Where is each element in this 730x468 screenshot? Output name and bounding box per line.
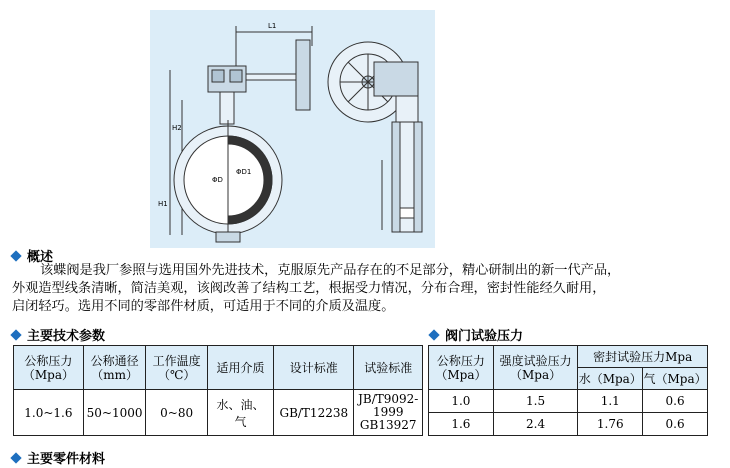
table-cell: 1.0~1.6 <box>14 390 84 436</box>
table-cell: 0~80 <box>146 390 207 436</box>
pressure-test-table <box>428 345 708 436</box>
table-header: 试验标准 <box>354 346 423 390</box>
valve-drawing <box>150 10 435 248</box>
overview-title: 概述 <box>27 250 54 265</box>
parts-heading <box>10 448 105 467</box>
pressure-test-heading <box>428 325 523 344</box>
table-header: 密封试验压力Mpa <box>578 346 708 368</box>
table-header: 公称压力 （Mpa） <box>429 346 494 390</box>
parts-title: 主要零件材料 <box>27 452 106 467</box>
pressure-test-title: 阀门试验压力 <box>445 329 524 344</box>
label-h2: H2 <box>172 124 182 132</box>
table-row <box>429 413 708 436</box>
table-cell: 1.6 <box>429 413 494 436</box>
table-cell: 水、油、 气 <box>207 390 273 436</box>
overview-line: 启闭轻巧。选用不同的零部件材质，可适用于不同的介质及温度。 <box>12 299 395 314</box>
diamond-bullet-icon <box>10 329 21 340</box>
valve-drawing-svg <box>150 10 435 248</box>
diamond-bullet-icon <box>10 452 21 463</box>
overview-text <box>12 262 720 316</box>
table-header: 工作温度 （℃） <box>146 346 207 390</box>
table-header: 强度试验压力 （Mpa） <box>493 346 578 390</box>
table-cell: 1.76 <box>578 413 643 436</box>
table-cell: 0.6 <box>643 413 708 436</box>
overview-line: 外观造型线条清晰，简洁美观，该阀改善了结构工艺，根据受力情况，分布合理，密封性能经久耐用， <box>12 281 606 296</box>
label-d2: ΦD1 <box>236 168 252 176</box>
tech-params-table <box>13 345 423 436</box>
table-header: 水（Mpa） <box>578 368 643 390</box>
label-h1: H1 <box>158 200 168 208</box>
table-cell: 50~1000 <box>83 390 146 436</box>
table-cell: 1.0 <box>429 390 494 413</box>
table-cell: GB/T12238 <box>274 390 354 436</box>
table-header: 适用介质 <box>207 346 273 390</box>
table-row <box>429 390 708 413</box>
diamond-bullet-icon <box>10 250 21 261</box>
table-cell: 1.1 <box>578 390 643 413</box>
label-d1: ΦD <box>212 176 223 184</box>
table-cell: 2.4 <box>493 413 578 436</box>
table-header: 公称通径 （mm） <box>83 346 146 390</box>
table-cell: 1.5 <box>493 390 578 413</box>
table-header: 公称压力 （Mpa） <box>14 346 84 390</box>
label-l1: L1 <box>268 22 277 30</box>
table-header: 气（Mpa） <box>643 368 708 390</box>
overview-line: 该蝶阀是我厂参照与选用国外先进技术，克服原先产品存在的不足部分，精心研制出的新一代产品， <box>40 263 621 278</box>
tech-params-heading <box>10 325 105 344</box>
diamond-bullet-icon <box>428 329 439 340</box>
table-cell: JB/T9092- 1999 GB13927 <box>354 390 423 436</box>
tech-params-title: 主要技术参数 <box>27 329 106 344</box>
table-cell: 0.6 <box>643 390 708 413</box>
table-header: 设计标准 <box>274 346 354 390</box>
